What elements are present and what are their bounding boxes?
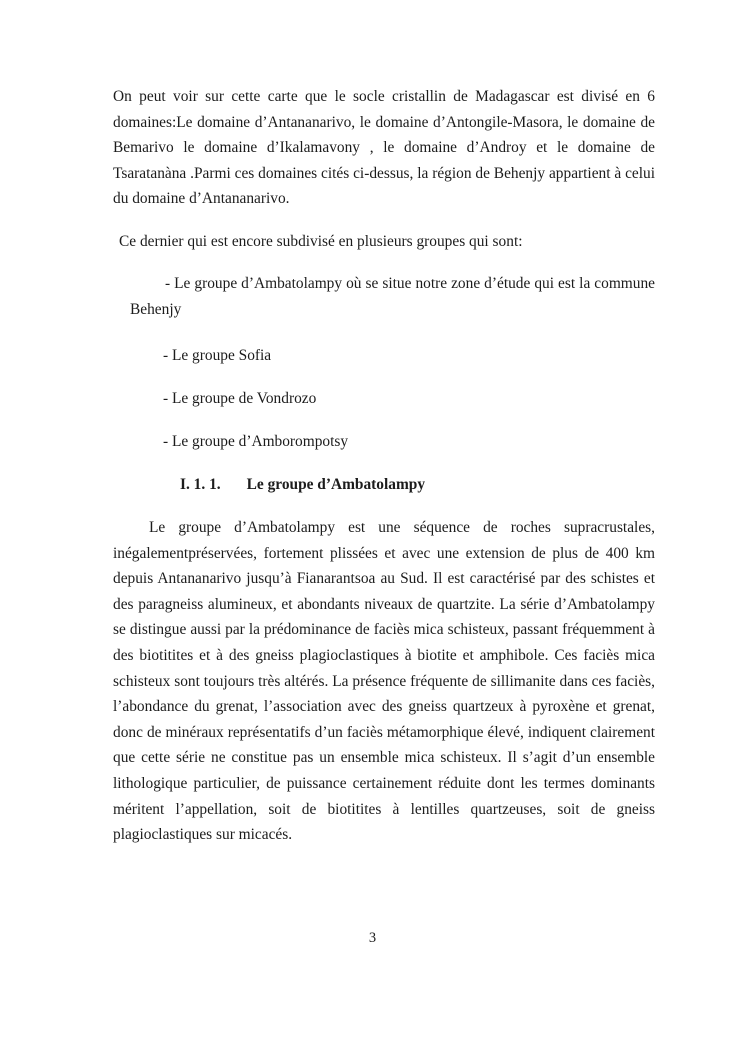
paragraph-intro: On peut voir sur cette carte que le socle cristallin de Madagascar est divisé en 6 domaines:Le domaine d’Antananarivo, le domaine d’Antongile-Masora, le domaine de Bemarivo le domaine d’Ikalamavony , le domaine d’Androy et le domaine de Tsaratanàna .Parmi ces domaines cités ci-dessus, la région de Behenjy appartient à celui du domaine d’Antananarivo. bbox=[113, 88, 655, 208]
group-list-item-vondrozo: - Le groupe de Vondrozo bbox=[163, 390, 317, 407]
page-number: 3 bbox=[368, 930, 377, 946]
section-heading-number: I. 1. 1. bbox=[180, 476, 221, 493]
group-list-item-sofia: - Le groupe Sofia bbox=[163, 347, 272, 364]
section-heading-title: Le groupe d’Ambatolampy bbox=[246, 476, 426, 493]
paragraph-subdivision-lead: Ce dernier qui est encore subdivisé en plusieurs groupes qui sont: bbox=[119, 233, 523, 250]
section-heading bbox=[113, 472, 722, 498]
paragraph-group-description: Le groupe d’Ambatolampy est une séquence de roches supracrustales, inégalementpréservées, fortement plissées et avec une extension de plus de 400 km depuis Antananarivo jusqu’à Fianarantsoa au Sud. Il est caractérisé par des schistes et des paragneiss alumineux, et abondants niveaux de quartzite. La série d’Ambatolampy se distingue aussi par la prédominance de faciès mica schisteux, passant fréquemment à des biotitites et à des gneiss plagioclastiques à biotite et amphibole. Ces faciès mica schisteux sont toujours très altérés. La présence fréquente de sillimanite dans ces faciès, l’abondance du grenat, l’association avec des gneiss quartzeux à pyroxène et grenat, donc de minéraux représentatifs d’un faciès métamorphique élevé, indiquent clairement que cette série ne constitue pas un ensemble mica schisteux. Il s’agit d’un ensemble lithologique particulier, de puissance certainement réduite dont les termes dominants méritent l’appellation, soit de biotitites à lentilles quartzeuses, soit de gneiss plagioclastiques sur micacés. bbox=[113, 519, 655, 844]
group-list-item-amborompotsy: - Le groupe d’Amborompotsy bbox=[163, 433, 349, 450]
group-list-item-ambatolampy: - Le groupe d’Ambatolampy où se situe notre zone d’étude qui est la commune Behenjy bbox=[130, 275, 655, 318]
